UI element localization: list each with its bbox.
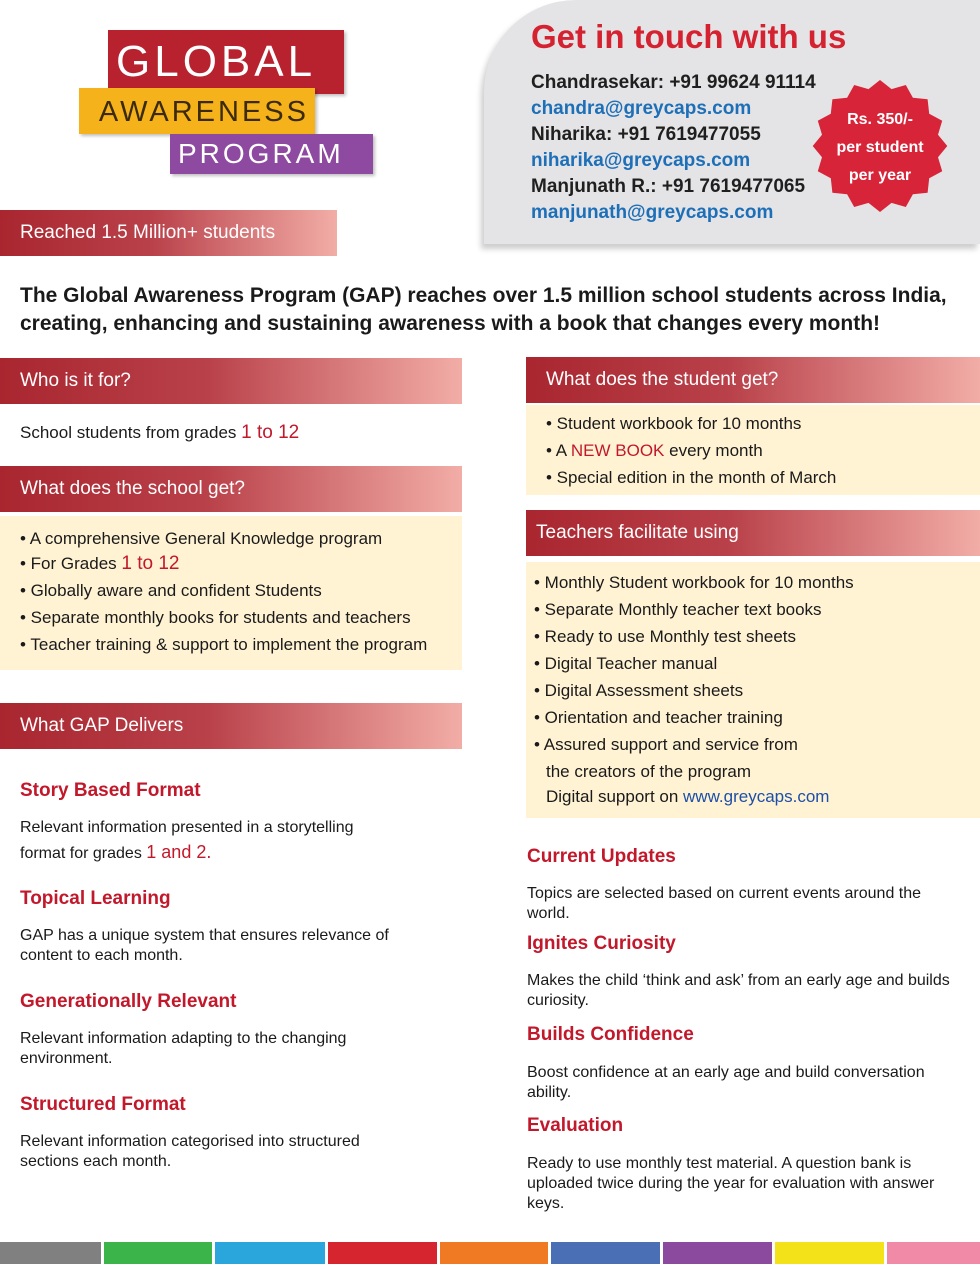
price-period: per year xyxy=(848,167,912,184)
feature-text: Relevant information categorised into structured sections each month. xyxy=(20,1133,360,1170)
footer-color-bar xyxy=(328,1242,437,1264)
feature-heading: Structured Format xyxy=(20,1094,186,1115)
student-banner: What does the student get? xyxy=(526,357,980,403)
feature-text xyxy=(20,818,450,864)
price-amount: Rs. 350/- xyxy=(847,111,913,128)
contact-title: Get in touch with us xyxy=(531,18,847,55)
who-text xyxy=(20,422,299,444)
school-item: • A comprehensive General Knowledge program xyxy=(20,529,383,548)
student-item: • Student workbook for 10 months xyxy=(546,414,802,433)
feature-heading: Generationally Relevant xyxy=(20,991,237,1012)
footer-color-bar xyxy=(104,1242,212,1264)
delivers-banner: What GAP Delivers xyxy=(0,703,462,749)
feature-text-label: format for grades xyxy=(20,845,147,862)
school-item xyxy=(20,553,179,575)
teachers-banner: Teachers facilitate using xyxy=(526,510,980,556)
school-banner: What does the school get? xyxy=(0,466,462,512)
feature-text: Makes the child ‘think and ask’ from an early age and builds curiosity. xyxy=(527,972,950,1009)
school-item: • Teacher training & support to implement the program xyxy=(20,635,428,654)
footer-color-bar xyxy=(887,1242,980,1264)
contact-phone-chandrasekar: Chandrasekar: +91 99624 91114 xyxy=(531,72,816,93)
school-item: • Separate monthly books for students and teachers xyxy=(20,608,411,627)
footer-color-bar xyxy=(775,1242,884,1264)
school-grades: 1 to 12 xyxy=(121,553,180,574)
student-new-book: NEW BOOK xyxy=(570,441,665,460)
feature-text: Ready to use monthly test material. A question bank is uploaded twice during the year for evaluation with answer keys. xyxy=(527,1155,935,1212)
contact-email-chandra[interactable]: chandra@greycaps.com xyxy=(531,98,752,119)
student-item-prefix: • A xyxy=(546,441,571,460)
price-badge xyxy=(810,106,950,190)
footer-color-bar xyxy=(0,1242,101,1264)
teachers-item: • Monthly Student workbook for 10 months xyxy=(534,573,854,592)
reach-banner: Reached 1.5 Million+ students xyxy=(0,210,337,256)
feature-text-line: Relevant information presented in a storytelling xyxy=(20,819,354,836)
teachers-item: • Separate Monthly teacher text books xyxy=(534,600,822,619)
teachers-item: • Orientation and teacher training xyxy=(534,708,783,727)
teachers-item: • Assured support and service from xyxy=(534,735,798,754)
feature-text: Boost confidence at an early age and build conversation ability. xyxy=(527,1064,925,1101)
footer-color-bar xyxy=(663,1242,772,1264)
logo-global: GLOBAL xyxy=(108,30,344,94)
teachers-item-continuation: the creators of the program xyxy=(546,762,752,781)
feature-heading: Evaluation xyxy=(527,1115,624,1136)
feature-text: GAP has a unique system that ensures relevance of content to each month. xyxy=(20,927,389,964)
intro-paragraph: The Global Awareness Program (GAP) reaches over 1.5 million school students across India, creating, enhancing and sustaining awareness with a book that changes every month! xyxy=(20,284,947,335)
feature-text: Relevant information adapting to the changing environment. xyxy=(20,1030,347,1067)
who-text-label: School students from grades xyxy=(20,423,242,442)
student-item-suffix: every month xyxy=(664,441,763,460)
contact-phone-manjunath: Manjunath R.: +91 7619477065 xyxy=(531,176,806,197)
feature-text: Topics are selected based on current events around the world. xyxy=(527,885,922,922)
student-item: • Special edition in the month of March xyxy=(546,468,837,487)
school-item: • Globally aware and confident Students xyxy=(20,581,322,600)
footer-color-bar xyxy=(551,1242,660,1264)
school-item-label: • For Grades xyxy=(20,554,122,573)
feature-heading: Current Updates xyxy=(527,846,676,867)
footer-color-bar xyxy=(215,1242,325,1264)
footer-color-bar xyxy=(440,1242,548,1264)
price-unit: per student xyxy=(836,139,924,156)
greycaps-link[interactable]: www.greycaps.com xyxy=(683,787,830,806)
teachers-digital-label: Digital support on xyxy=(546,787,684,806)
feature-text-line xyxy=(20,842,450,864)
contact-email-manjunath[interactable]: manjunath@greycaps.com xyxy=(531,202,774,223)
contact-phone-niharika: Niharika: +91 7619477055 xyxy=(531,124,761,145)
logo-awareness: AWARENESS xyxy=(79,88,315,134)
contact-email-niharika[interactable]: niharika@greycaps.com xyxy=(531,150,751,171)
logo-program: PROGRAM xyxy=(170,134,373,174)
feature-heading: Ignites Curiosity xyxy=(527,933,676,954)
student-item xyxy=(546,441,763,461)
who-banner: Who is it for? xyxy=(0,358,462,404)
teachers-item: • Ready to use Monthly test sheets xyxy=(534,627,797,646)
feature-heading: Builds Confidence xyxy=(527,1024,694,1045)
who-grades: 1 to 12 xyxy=(241,422,300,443)
feature-grades: 1 and 2. xyxy=(146,842,212,862)
teachers-item: • Digital Assessment sheets xyxy=(534,681,744,700)
teachers-item: • Digital Teacher manual xyxy=(534,654,718,673)
teachers-digital-support xyxy=(546,787,829,807)
feature-heading: Story Based Format xyxy=(20,780,201,801)
feature-heading: Topical Learning xyxy=(20,888,171,909)
